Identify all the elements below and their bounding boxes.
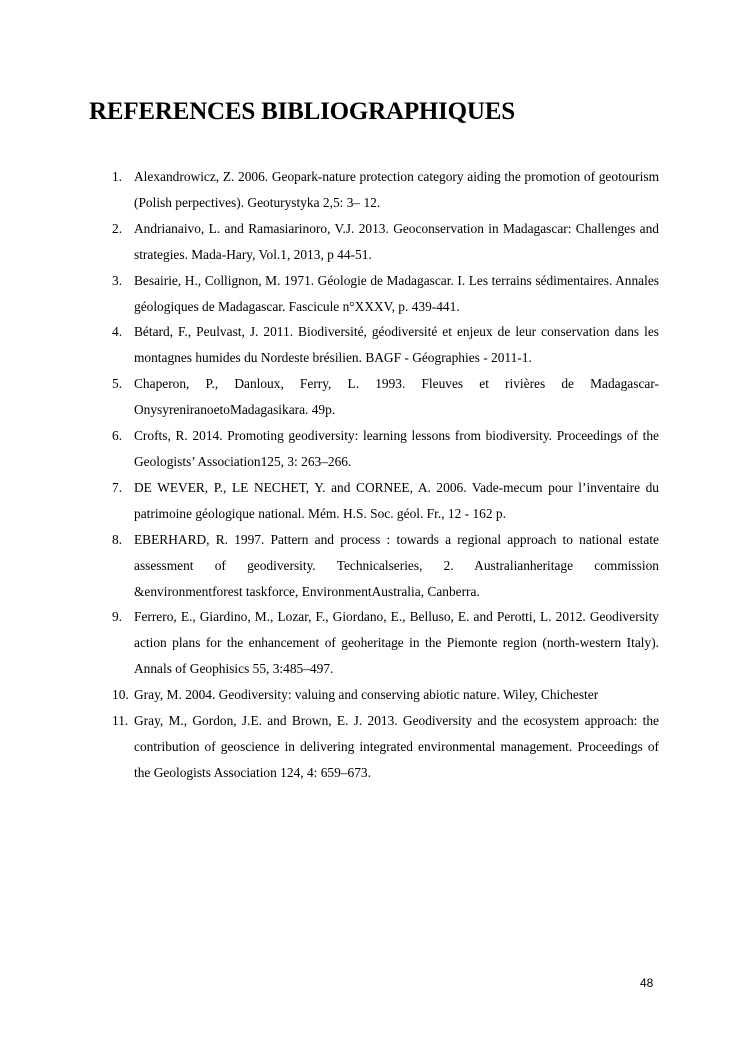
reference-list — [112, 164, 659, 786]
reference-number: 6. — [112, 428, 123, 444]
reference-item — [112, 682, 659, 708]
reference-number: 7. — [112, 479, 123, 495]
reference-text: Gray, M., Gordon, J.E. and Brown, E. J. 2013. Geodiversity and the ecosystem approach: the contribution of geoscience in delivering integrated environmental management. Proceedings of the Geologists Association 124, 4: 659–673. — [134, 713, 659, 780]
reference-item — [112, 216, 659, 268]
reference-item — [112, 475, 659, 527]
reference-number: 1. — [112, 169, 123, 184]
reference-text: Ferrero, E., Giardino, M., Lozar, F., Giordano, E., Belluso, E. and Perotti, L. 2012. Geodiversity action plans for the enhancement of geoheritage in the Piemonte region (north-western Italy). Annals of Geophisics 55, 3:485–497. — [134, 609, 659, 677]
reference-text: Gray, M. 2004. Geodiversity: valuing and conserving abiotic nature. Wiley, Chichester — [134, 687, 599, 703]
reference-text: Chaperon, P., Danloux, Ferry, L. 1993. Fleuves et rivières de Madagascar-OnysyreniranoetoMadagasikara. 49p. — [134, 376, 659, 418]
reference-text: Andrianaivo, L. and Ramasiarinoro, V.J. 2013. Geoconservation in Madagascar: Challenges and strategies. Mada-Hary, Vol.1, 2013, p 44-51. — [134, 220, 659, 262]
reference-text: DE WEVER, P., LE NECHET, Y. and CORNEE, A. 2006. Vade-mecum pour l’inventaire du patrimoine géologique national. Mém. H.S. Soc. géol. Fr., 12 - 162 p. — [134, 479, 659, 521]
reference-text: Crofts, R. 2014. Promoting geodiversity: learning lessons from biodiversity. Proceedings of the Geologists’ Association125, 3: 263–266. — [134, 428, 659, 469]
reference-item — [112, 164, 659, 216]
reference-number: 9. — [112, 609, 123, 625]
reference-number: 10. — [112, 687, 129, 703]
reference-number: 2. — [112, 220, 123, 236]
page-title: REFERENCES BIBLIOGRAPHIQUES — [89, 98, 515, 125]
reference-number: 5. — [112, 376, 123, 392]
reference-number: 3. — [112, 272, 123, 288]
reference-item — [112, 527, 659, 605]
reference-item — [112, 423, 659, 475]
reference-text: Bétard, F., Peulvast, J. 2011. Biodiversité, géodiversité et enjeux de leur conservation dans les montagnes humides du Nordeste brésilien. BAGF - Géographies - 2011-1. — [134, 324, 659, 366]
reference-number: 4. — [112, 324, 123, 340]
reference-item — [112, 708, 659, 786]
reference-item — [112, 604, 659, 682]
reference-text: Besairie, H., Collignon, M. 1971. Géologie de Madagascar. I. Les terrains sédimentaires. Annales géologiques de Madagascar. Fascicule n°XXXV, p. 439-441. — [134, 272, 659, 314]
reference-text: EBERHARD, R. 1997. Pattern and process : towards a regional approach to national estate assessment of geodiversity. Technicalseries, 2. Australianheritage commission &environmentforest taskforce, EnvironmentAustralia, Canberra. — [134, 531, 659, 599]
reference-number: 11. — [112, 713, 129, 729]
reference-text: Alexandrowicz, Z. 2006. Geopark-nature protection category aiding the promotion of geotourism (Polish perpectives). Geoturystyka 2,5: 3– 12. — [134, 169, 659, 210]
page-number: 48 — [640, 976, 654, 990]
reference-item — [112, 371, 659, 423]
reference-number: 8. — [112, 531, 123, 547]
reference-item — [112, 319, 659, 371]
reference-item — [112, 268, 659, 320]
